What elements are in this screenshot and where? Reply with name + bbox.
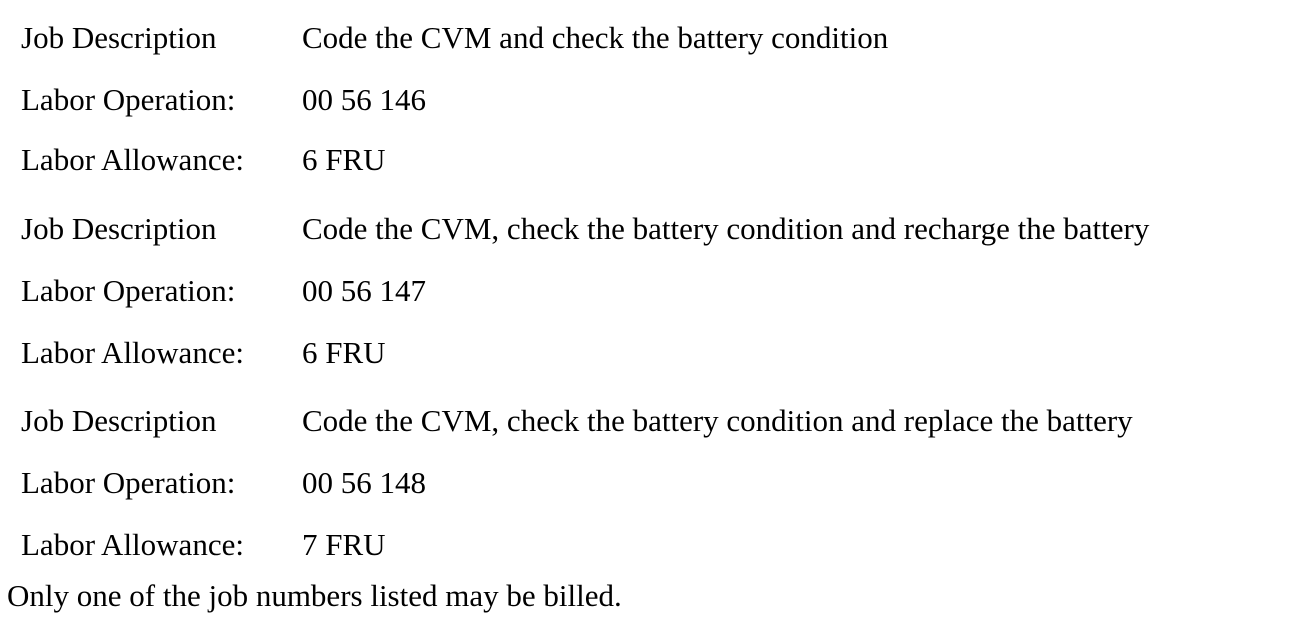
job-description-label: Job Description [21,403,217,438]
job-description-row [0,18,1312,58]
labor-allowance-row [0,140,1312,180]
labor-operation-value: 00 56 146 [302,82,426,117]
footer-note: Only one of the job numbers listed may be billed. [7,578,622,613]
labor-operation-row [0,80,1312,120]
labor-operation-label: Labor Operation: [21,273,236,308]
labor-allowance-value: 6 FRU [302,335,386,370]
labor-allowance-value: 6 FRU [302,142,386,177]
labor-allowance-label: Labor Allowance: [21,527,244,562]
job-description-row [0,209,1312,249]
labor-allowance-value: 7 FRU [302,527,386,562]
labor-allowance-row [0,333,1312,373]
job-description-label: Job Description [21,20,217,55]
labor-operation-row [0,271,1312,311]
labor-operation-row [0,463,1312,503]
job-description-value: Code the CVM and check the battery condition [302,20,889,55]
labor-operation-value: 00 56 148 [302,465,426,500]
labor-allowance-label: Labor Allowance: [21,142,244,177]
job-description-label: Job Description [21,211,217,246]
labor-operation-label: Labor Operation: [21,82,236,117]
labor-operation-value: 00 56 147 [302,273,426,308]
labor-operation-label: Labor Operation: [21,465,236,500]
job-description-value: Code the CVM, check the battery condition and replace the battery [302,403,1133,438]
labor-allowance-label: Labor Allowance: [21,335,244,370]
labor-allowance-row [0,525,1312,565]
job-description-row [0,401,1312,441]
job-description-value: Code the CVM, check the battery condition and recharge the battery [302,211,1150,246]
